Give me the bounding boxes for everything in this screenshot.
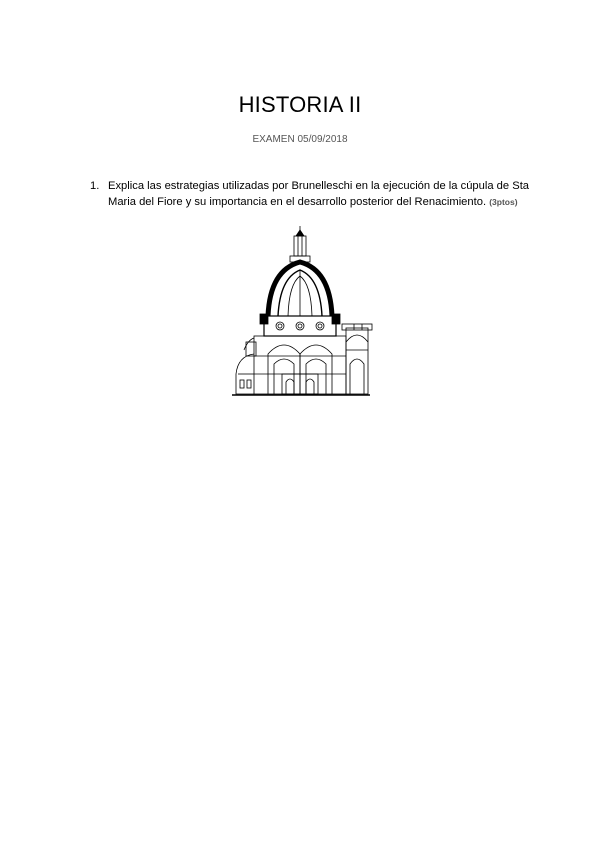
question-number: 1. <box>90 180 100 192</box>
question-body <box>108 178 530 210</box>
exam-date: EXAMEN 05/09/2018 <box>252 134 348 145</box>
question-text: Explica las estrategias utilizadas por Brunelleschi en la ejecución de la cúpula de Sta Maria del Fiore y su importancia en el desarrollo posterior del Renacimiento. <box>108 180 530 208</box>
page-title: HISTORIA II <box>238 92 362 117</box>
question-1 <box>90 178 530 210</box>
question-points: (3ptos) <box>489 197 518 207</box>
dome-section-drawing-icon <box>228 224 373 399</box>
